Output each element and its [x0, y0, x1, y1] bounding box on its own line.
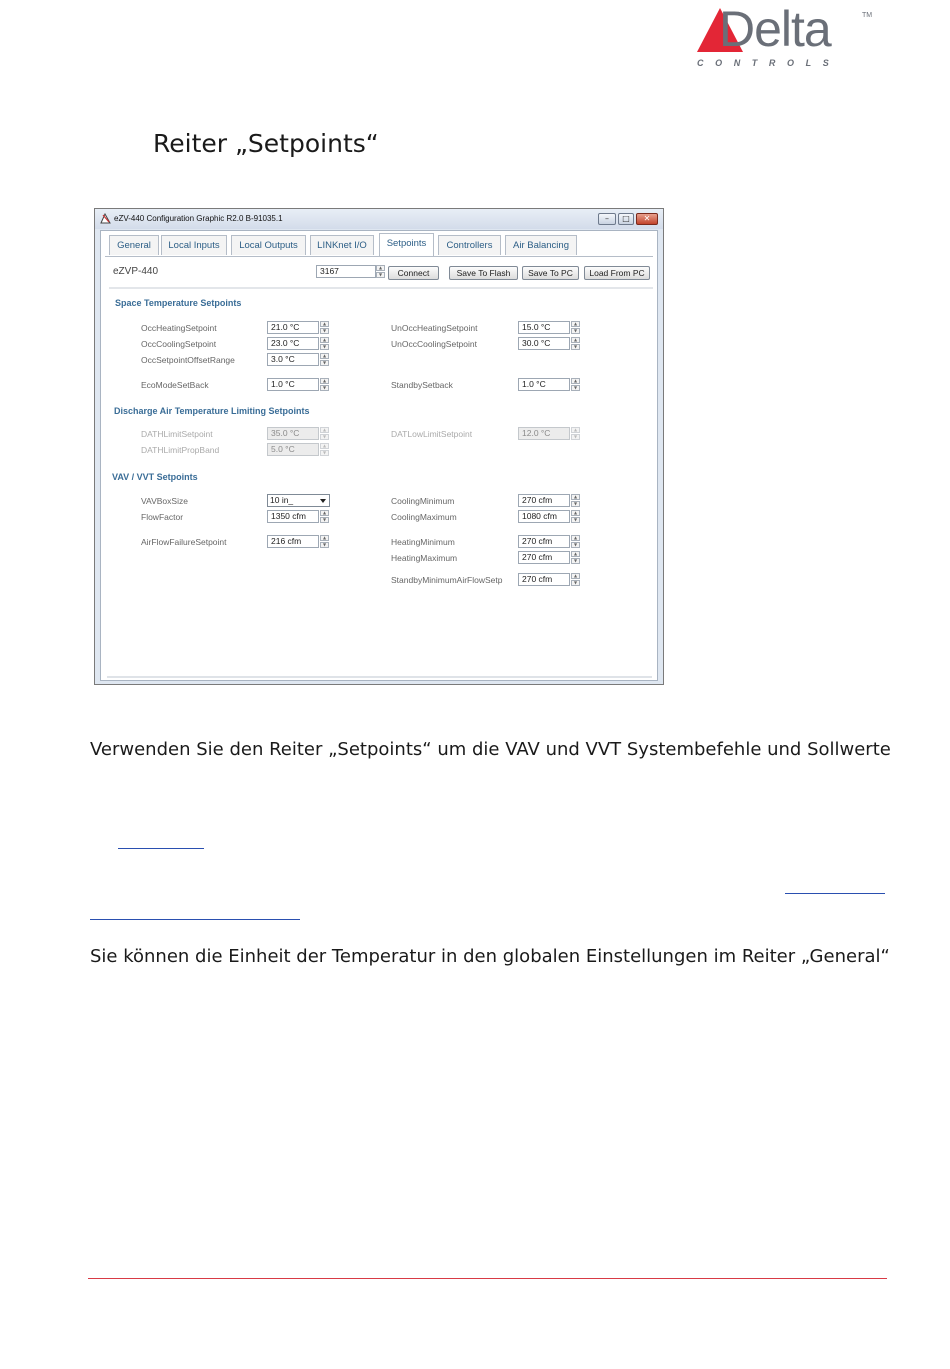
save-to-flash-button[interactable]: Save To Flash [449, 266, 518, 280]
tab-controllers[interactable]: Controllers [438, 235, 501, 255]
dath-prop-input: 5.0 °C [267, 443, 319, 456]
occ-cooling-label: OccCoolingSetpoint [141, 339, 217, 349]
section-vav-vvt: VAV / VVT Setpoints [112, 472, 198, 482]
dat-low-stepper: ▲ ▼ [571, 427, 580, 440]
dath-prop-stepper: ▲ ▼ [320, 443, 329, 456]
close-icon[interactable]: ✕ [636, 213, 658, 225]
hyperlink[interactable] [90, 919, 300, 920]
maximize-icon[interactable]: □ [618, 213, 634, 225]
standby-setback-input[interactable]: 1.0 °C [518, 378, 570, 391]
chevron-down-icon [320, 499, 326, 503]
paragraph-setpoints: Verwenden Sie den Reiter „Setpoints“ um die VAV und VVT Systembefehle und Sollwerte [90, 739, 891, 760]
footer-divider [88, 1278, 887, 1279]
device-address-stepper[interactable]: ▲ ▼ [376, 265, 385, 278]
bottom-divider [107, 676, 652, 678]
eco-setback-label: EcoModeSetBack [141, 380, 209, 390]
flow-factor-label: FlowFactor [141, 512, 184, 522]
tab-divider [105, 256, 653, 257]
cooling-max-label: CoolingMaximum [391, 512, 457, 522]
standby-min-airflow-label: StandbyMinimumAirFlowSetp [391, 575, 503, 585]
airflow-failure-input[interactable]: 216 cfm [267, 535, 319, 548]
heating-min-label: HeatingMinimum [391, 537, 455, 547]
app-icon [100, 213, 111, 224]
hyperlink[interactable] [785, 893, 885, 894]
flow-factor-input[interactable]: 1350 cfm [267, 510, 319, 523]
occ-cooling-stepper[interactable]: ▲ ▼ [320, 337, 329, 350]
occ-heating-input[interactable]: 21.0 °C [267, 321, 319, 334]
occ-cooling-input[interactable]: 23.0 °C [267, 337, 319, 350]
tab-local-inputs[interactable]: Local Inputs [161, 235, 227, 255]
occ-offset-stepper[interactable]: ▲ ▼ [320, 353, 329, 366]
cooling-max-stepper[interactable]: ▲ ▼ [571, 510, 580, 523]
occ-offset-label: OccSetpointOffsetRange [141, 355, 235, 365]
logo-wordmark: Delta [719, 1, 831, 57]
standby-min-airflow-stepper[interactable]: ▲ ▼ [571, 573, 580, 586]
tab-setpoints[interactable]: Setpoints [379, 233, 434, 256]
standby-setback-stepper[interactable]: ▲ ▼ [571, 378, 580, 391]
dath-limit-stepper: ▲ ▼ [320, 427, 329, 440]
window-titlebar [95, 209, 663, 229]
heating-min-input[interactable]: 270 cfm [518, 535, 570, 548]
dat-low-label: DATLowLimitSetpoint [391, 429, 473, 439]
unocc-heating-label: UnOccHeatingSetpoint [391, 323, 478, 333]
paragraph-general: Sie können die Einheit der Temperatur in den globalen Einstellungen im Reiter „General“ [90, 946, 890, 967]
heating-min-stepper[interactable]: ▲ ▼ [571, 535, 580, 548]
unocc-cooling-input[interactable]: 30.0 °C [518, 337, 570, 350]
heating-max-label: HeatingMaximum [391, 553, 458, 563]
minimize-icon[interactable]: – [598, 213, 616, 225]
cooling-min-stepper[interactable]: ▲ ▼ [571, 494, 580, 507]
airflow-failure-stepper[interactable]: ▲ ▼ [320, 535, 329, 548]
unocc-cooling-stepper[interactable]: ▲ ▼ [571, 337, 580, 350]
window-client [100, 230, 658, 681]
occ-heating-stepper[interactable]: ▲ ▼ [320, 321, 329, 334]
eco-setback-stepper[interactable]: ▲ ▼ [320, 378, 329, 391]
flow-factor-stepper[interactable]: ▲ ▼ [320, 510, 329, 523]
window-title: eZV-440 Configuration Graphic R2.0 B-91035.1 [114, 214, 283, 223]
logo-subtitle: CONTROLS [697, 58, 841, 68]
toolbar-separator [109, 287, 653, 289]
tab-general[interactable]: General [109, 235, 159, 255]
device-name: eZVP-440 [113, 266, 159, 277]
load-from-pc-button[interactable]: Load From PC [584, 266, 650, 280]
dath-prop-label: DATHLimitPropBand [141, 445, 220, 455]
device-address-input[interactable]: 3167 [316, 265, 376, 278]
save-to-pc-button[interactable]: Save To PC [522, 266, 579, 280]
cooling-max-input[interactable]: 1080 cfm [518, 510, 570, 523]
dat-low-input: 12.0 °C [518, 427, 570, 440]
cooling-min-label: CoolingMinimum [391, 496, 455, 506]
vav-box-select[interactable] [267, 494, 330, 507]
tab-linknet-io[interactable]: LINKnet I/O [310, 235, 374, 255]
heating-max-stepper[interactable]: ▲ ▼ [571, 551, 580, 564]
vav-box-label: VAVBoxSize [141, 496, 188, 506]
cooling-min-input[interactable]: 270 cfm [518, 494, 570, 507]
unocc-heating-stepper[interactable]: ▲ ▼ [571, 321, 580, 334]
connect-button[interactable]: Connect [388, 266, 439, 280]
logo-trademark: TM [862, 12, 873, 19]
heating-max-input[interactable]: 270 cfm [518, 551, 570, 564]
hyperlink[interactable] [118, 848, 204, 849]
airflow-failure-label: AirFlowFailureSetpoint [141, 537, 227, 547]
tab-air-balancing[interactable]: Air Balancing [505, 235, 577, 255]
app-window [94, 208, 664, 685]
standby-setback-label: StandbySetback [391, 380, 453, 390]
eco-setback-input[interactable]: 1.0 °C [267, 378, 319, 391]
section-discharge-air: Discharge Air Temperature Limiting Setpoints [114, 406, 310, 416]
standby-min-airflow-input[interactable]: 270 cfm [518, 573, 570, 586]
occ-heating-label: OccHeatingSetpoint [141, 323, 217, 333]
unocc-cooling-label: UnOccCoolingSetpoint [391, 339, 477, 349]
tab-local-outputs[interactable]: Local Outputs [231, 235, 306, 255]
page-heading: Reiter „Setpoints“ [153, 129, 379, 158]
occ-offset-input[interactable]: 3.0 °C [267, 353, 319, 366]
section-space-temperature: Space Temperature Setpoints [115, 298, 242, 308]
dath-limit-label: DATHLimitSetpoint [141, 429, 213, 439]
dath-limit-input: 35.0 °C [267, 427, 319, 440]
vav-box-value: 10 in_ [270, 495, 294, 505]
unocc-heating-input[interactable]: 15.0 °C [518, 321, 570, 334]
